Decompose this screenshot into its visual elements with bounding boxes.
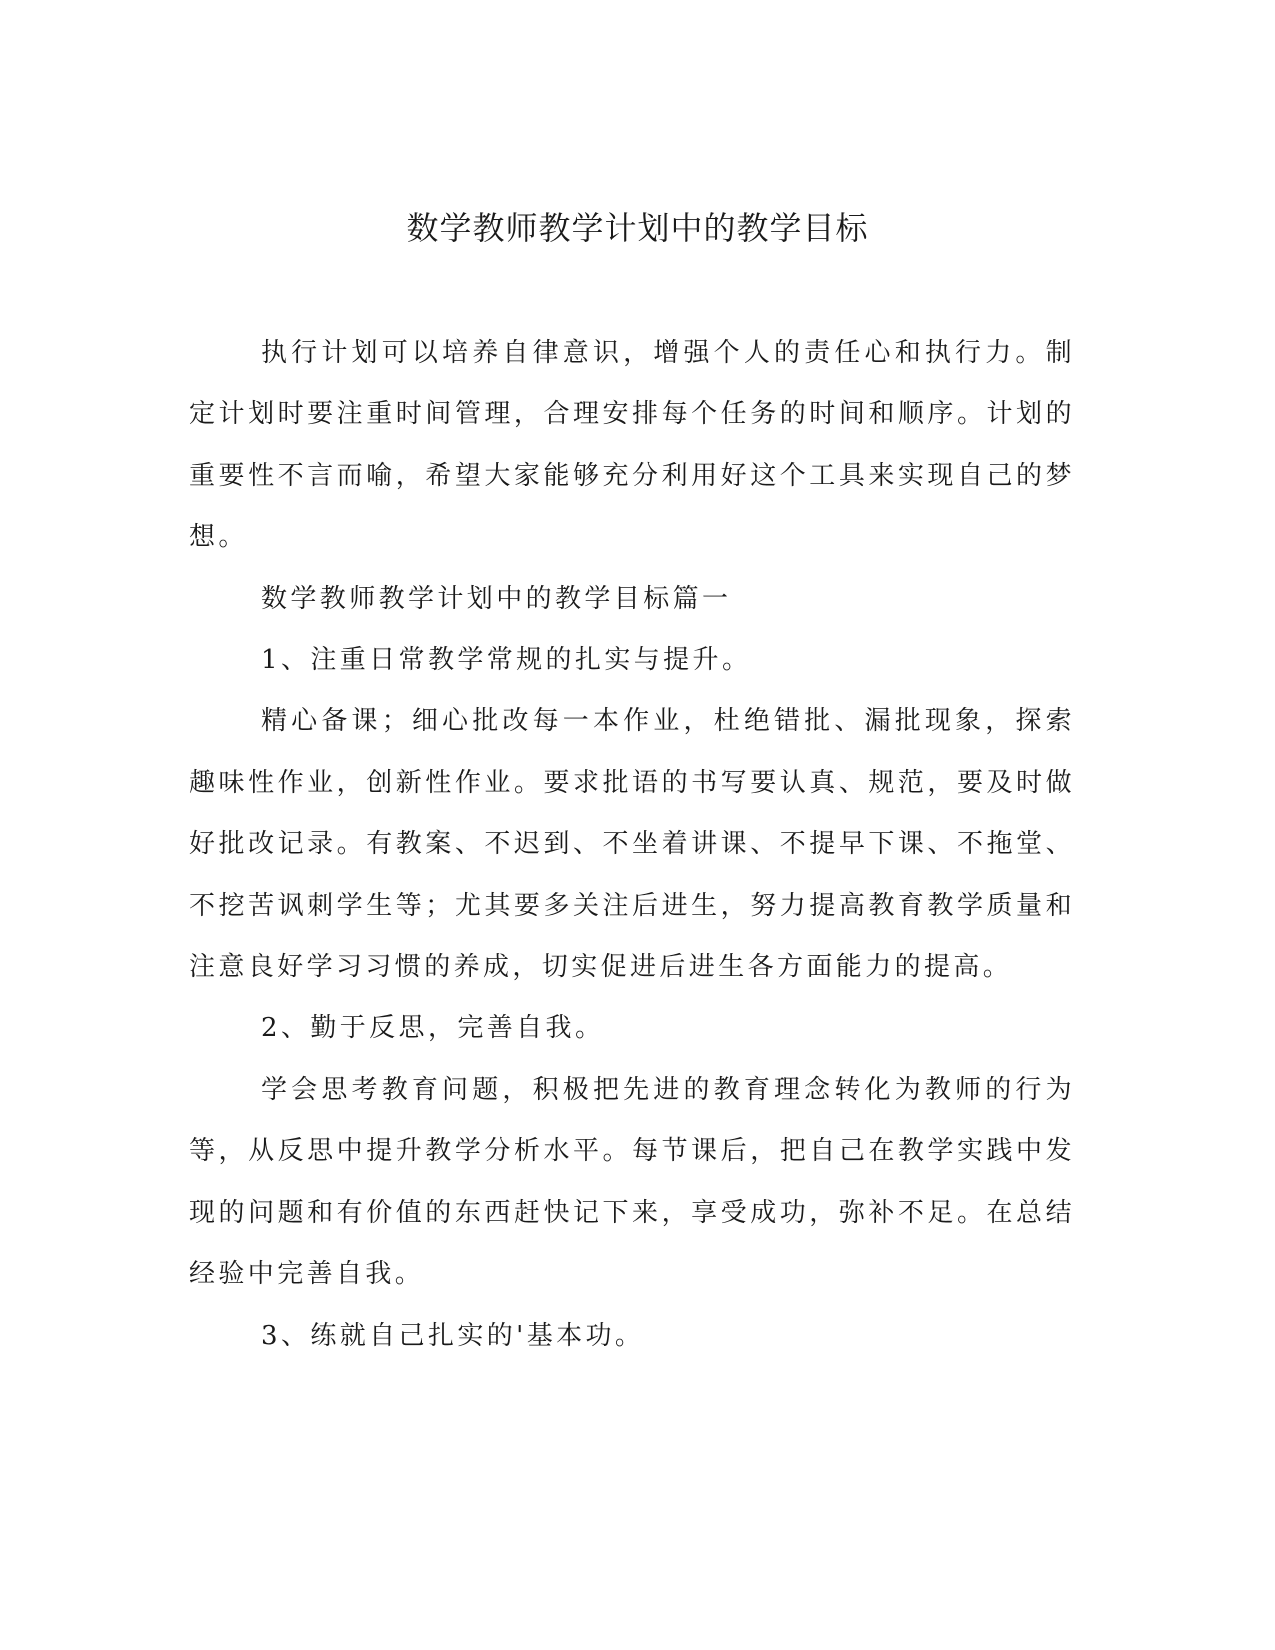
paragraph-intro: 执行计划可以培养自律意识，增强个人的责任心和执行力。制定计划时要注重时间管理，合理安排每个任务的时间和顺序。计划的重要性不言而喻，希望大家能够充分利用好这个工具来实现自己的梦想。: [189, 338, 1075, 553]
list-item-heading-2: 2、勤于反思，完善自我。: [261, 1013, 605, 1044]
section-heading: 数学教师教学计划中的教学目标篇一: [261, 583, 732, 614]
paragraph-reflection: 学会思考教育问题，积极把先进的教育理念转化为教师的行为等，从反思中提升教学分析水平。每节课后，把自己在教学实践中发现的问题和有价值的东西赶快记下来，享受成功，弥补不足。在总结经验中完善自我。: [189, 1074, 1075, 1290]
document-title: 数学教师教学计划中的教学目标: [406, 209, 869, 247]
paragraph-lesson-prep: 精心备课；细心批改每一本作业，杜绝错批、漏批现象，探索趣味性作业，创新性作业。要求批语的书写要认真、规范，要及时做好批改记录。有教案、不迟到、不坐着讲课、不提早下课、不拖堂、不挖苦讽刺学生等；尤其要多关注后进生，努力提高教育教学质量和注意良好学习习惯的养成，切实促进后进生各方面能力的提高。: [189, 706, 1075, 983]
list-item-heading-3: 3、练就自己扎实的'基本功。: [261, 1320, 645, 1351]
list-item-heading-1: 1、注重日常教学常规的扎实与提升。: [261, 645, 752, 676]
document-body: [189, 323, 1075, 1367]
